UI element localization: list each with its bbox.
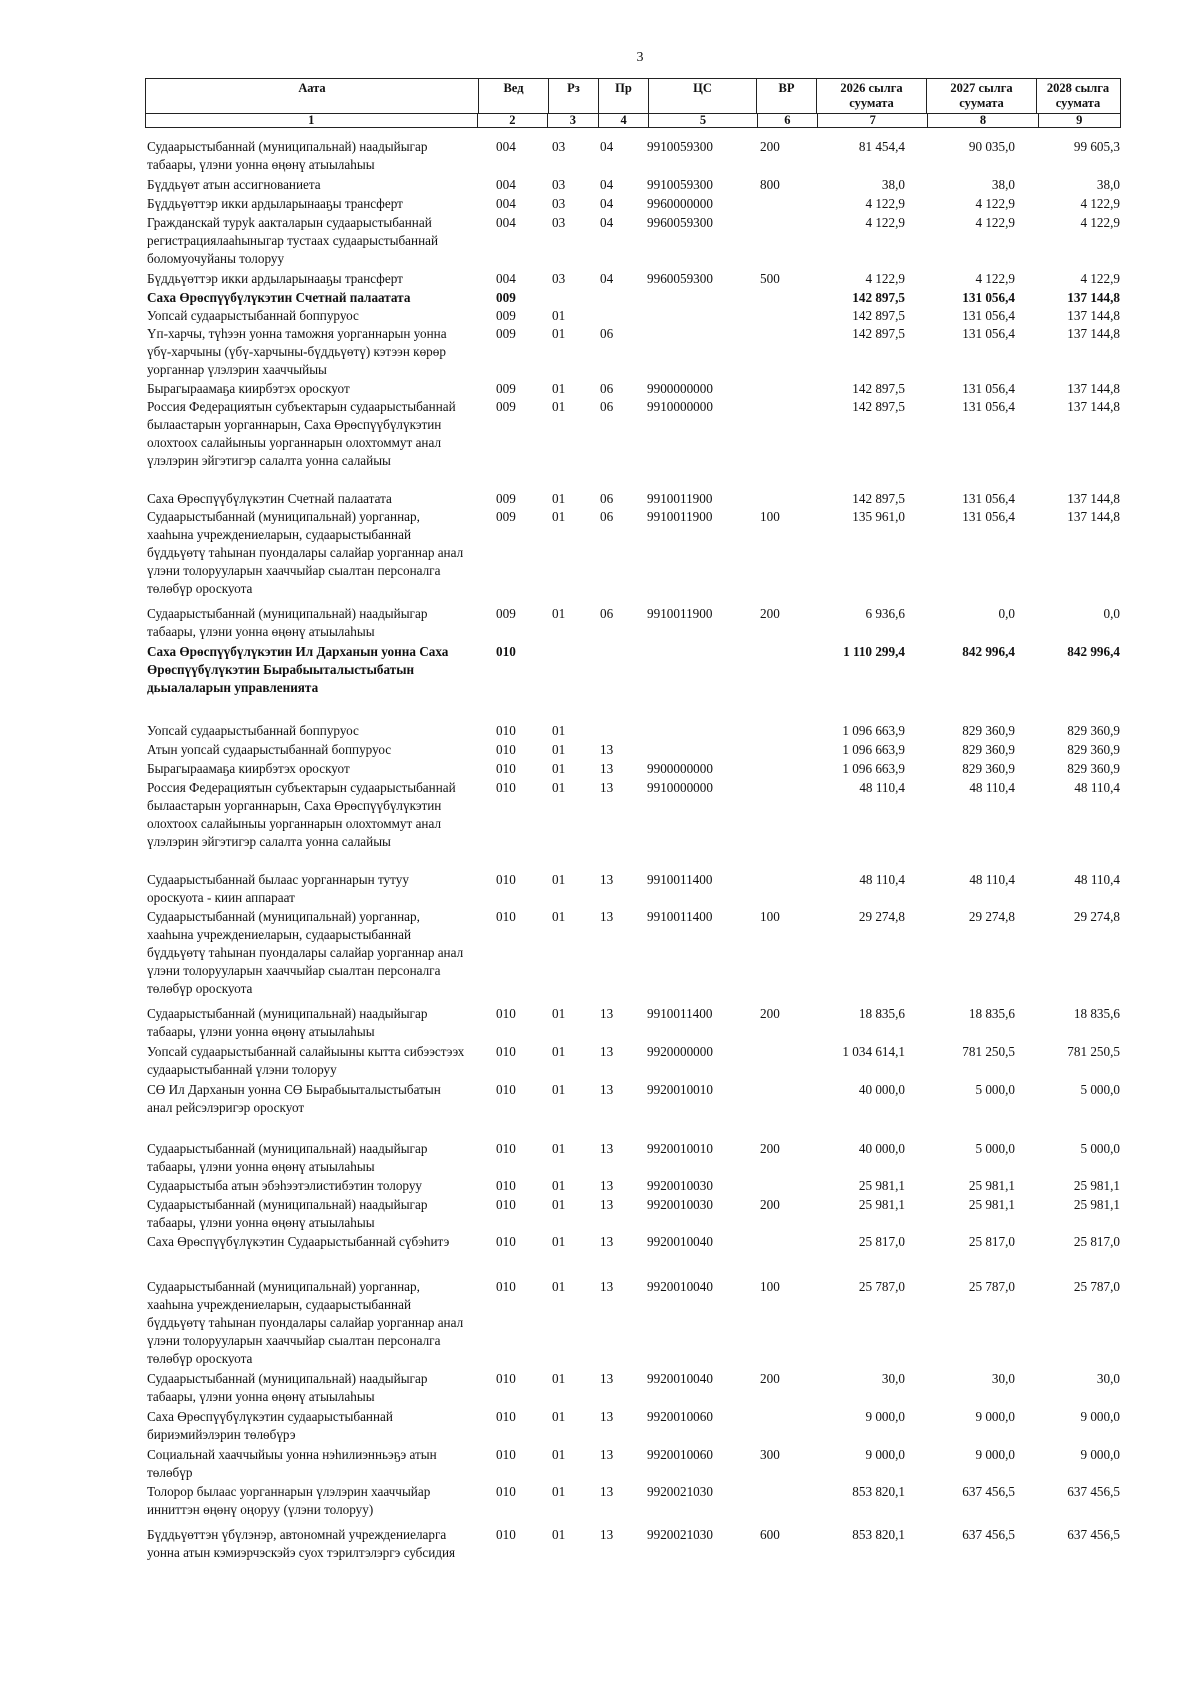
col-header-2026: 2026 сылга суумата xyxy=(817,79,927,113)
row-rz: 01 xyxy=(552,1234,566,1249)
row-pr: 06 xyxy=(600,509,614,524)
row-ved: 010 xyxy=(496,1234,516,1249)
row-value-2026: 135 961,0 xyxy=(852,509,905,524)
row-value-2028: 0,0 xyxy=(1103,606,1120,621)
row-pr: 13 xyxy=(600,1484,614,1499)
row-value-2028: 29 274,8 xyxy=(1073,909,1120,924)
row-value-2028: 38,0 xyxy=(1096,177,1120,192)
row-rz: 01 xyxy=(552,509,566,524)
row-pr: 13 xyxy=(600,1044,614,1059)
row-cs: 9910000000 xyxy=(647,399,713,414)
row-value-2028: 137 144,8 xyxy=(1067,399,1120,414)
row-value-2027: 48 110,4 xyxy=(969,872,1015,887)
row-ved: 009 xyxy=(496,399,516,414)
row-value-2026: 18 835,6 xyxy=(858,1006,905,1021)
row-value-2027: 131 056,4 xyxy=(962,308,1015,323)
row-value-2026: 142 897,5 xyxy=(852,381,905,396)
row-cs: 9910000000 xyxy=(647,780,713,795)
col-header-2027: 2027 сылга суумата xyxy=(927,79,1037,113)
row-name: Судаарыстыбаннай (муниципальнай) уорганнар, хааһына учреждениеларын, судаарыстыбаннай бүддьүөтү таһынан пуондалары салайар уорганнар анал үлэни толорууларын хааччыйар сыалтан персоналга төлөбүр ороскуота xyxy=(147,1279,464,1366)
row-value-2026: 1 110 299,4 xyxy=(843,644,905,659)
row-ved: 009 xyxy=(496,381,516,396)
row-value-2026: 6 936,6 xyxy=(865,606,905,621)
row-value-2027: 38,0 xyxy=(991,177,1015,192)
row-name: Бүддьүөттэр икки ардыларынааҕы трансферт xyxy=(147,196,403,211)
row-ved: 010 xyxy=(496,1044,516,1059)
row-pr: 04 xyxy=(600,139,614,154)
row-rz: 03 xyxy=(552,271,566,286)
row-value-2028: 5 000,0 xyxy=(1080,1141,1120,1156)
row-ved: 010 xyxy=(496,1006,516,1021)
row-rz: 01 xyxy=(552,742,566,757)
row-ved: 010 xyxy=(496,1082,516,1097)
row-vr: 200 xyxy=(760,1197,780,1212)
row-ved: 010 xyxy=(496,1527,516,1542)
row-rz: 01 xyxy=(552,761,566,776)
row-name: Судаарыстыбаннай (муниципальнай) наадыйыгар табаары, үлэни уонна өңөнү атыылаһыы xyxy=(147,1197,428,1230)
row-rz: 01 xyxy=(552,780,566,795)
row-value-2028: 842 996,4 xyxy=(1067,644,1120,659)
col-number: 2 xyxy=(478,114,549,127)
row-cs: 9920010060 xyxy=(647,1409,713,1424)
row-value-2027: 9 000,0 xyxy=(975,1447,1015,1462)
col-header-rz: Рз xyxy=(549,79,599,113)
row-vr: 100 xyxy=(760,1279,780,1294)
row-name: Судаарыстыбаннай (муниципальнай) наадыйыгар табаары, үлэни уонна өңөнү атыылаһыы xyxy=(147,1006,428,1039)
row-rz: 01 xyxy=(552,381,566,396)
row-value-2027: 5 000,0 xyxy=(975,1141,1015,1156)
row-cs: 9960059300 xyxy=(647,215,713,230)
row-ved: 009 xyxy=(496,290,516,305)
row-name: Судаарыстыбаннай (муниципальнай) наадыйыгар табаары, үлэни уонна өңөнү атыылаһыы xyxy=(147,1371,428,1404)
row-value-2028: 30,0 xyxy=(1096,1371,1120,1386)
row-ved: 004 xyxy=(496,196,516,211)
row-name: Судаарыстыба атын эбэһээтэлистибэтин толоруу xyxy=(147,1178,423,1193)
row-value-2027: 5 000,0 xyxy=(975,1082,1015,1097)
row-rz: 01 xyxy=(552,1141,566,1156)
row-value-2027: 829 360,9 xyxy=(962,742,1015,757)
row-value-2027: 4 122,9 xyxy=(975,215,1015,230)
row-vr: 200 xyxy=(760,1141,780,1156)
row-value-2028: 137 144,8 xyxy=(1067,381,1120,396)
row-rz: 03 xyxy=(552,215,566,230)
row-value-2026: 38,0 xyxy=(881,177,905,192)
row-name: Судаарыстыбаннай (муниципальнай) уорганнар, хааһына учреждениеларын, судаарыстыбаннай бүддьүөтү таһынан пуондалары салайар уорганнар анал үлэни толорууларын хааччыйар сыалтан персоналга төлөбүр ороскуота xyxy=(147,509,464,596)
row-value-2026: 142 897,5 xyxy=(852,326,905,341)
row-name: Бүддьүөт атын ассигнованиета xyxy=(147,177,321,192)
row-value-2027: 131 056,4 xyxy=(962,290,1015,305)
row-pr: 13 xyxy=(600,1447,614,1462)
row-rz: 01 xyxy=(552,909,566,924)
row-value-2027: 29 274,8 xyxy=(968,909,1015,924)
row-pr: 13 xyxy=(600,1234,614,1249)
row-name: Бырагыраамаҕа киирбэтэх ороскуот xyxy=(147,761,350,776)
row-name: Судаарыстыбаннай (муниципальнай) уорганнар, хааһына учреждениеларын, судаарыстыбаннай бүддьүөтү таһынан пуондалары салайар уорганнар анал үлэни толорууларын хааччыйар сыалтан персоналга төлөбүр ороскуота xyxy=(147,909,464,996)
row-value-2026: 4 122,9 xyxy=(865,215,905,230)
col-number: 6 xyxy=(758,114,819,127)
row-value-2027: 131 056,4 xyxy=(962,491,1015,506)
row-name: Судаарыстыбаннай былаас уорганнарын тутуу ороскуота - киин аппараат xyxy=(147,872,409,905)
row-vr: 500 xyxy=(760,271,780,286)
row-name: Толорор былаас уорганнарын үлэлэрин хааччыйар инниттэн өңөнү оңоруу (үлэни толоруу) xyxy=(147,1484,431,1517)
row-pr: 13 xyxy=(600,1409,614,1424)
row-pr: 06 xyxy=(600,399,614,414)
row-pr: 13 xyxy=(600,1279,614,1294)
row-value-2028: 25 817,0 xyxy=(1073,1234,1120,1249)
row-pr: 13 xyxy=(600,1082,614,1097)
row-value-2027: 18 835,6 xyxy=(968,1006,1015,1021)
row-ved: 010 xyxy=(496,644,516,659)
row-ved: 010 xyxy=(496,1484,516,1499)
row-vr: 200 xyxy=(760,139,780,154)
row-value-2028: 9 000,0 xyxy=(1080,1409,1120,1424)
row-cs: 9920010030 xyxy=(647,1178,713,1193)
row-name: СӨ Ил Дарханын уонна СӨ Бырабыыталыстыбатын анал рейсэлэригэр ороскуот xyxy=(147,1082,441,1115)
row-pr: 06 xyxy=(600,326,614,341)
row-value-2028: 137 144,8 xyxy=(1067,491,1120,506)
row-value-2027: 131 056,4 xyxy=(962,381,1015,396)
row-value-2026: 4 122,9 xyxy=(865,196,905,211)
row-ved: 009 xyxy=(496,308,516,323)
row-name: Россия Федерациятын субъектарын судаарыстыбаннай былаастарын уорганнарын, Саха Өрөспүүбүлүкэтин олохтоох салайыныы уорганнарын олохтоммут анал үлэлэрин эйгэтигэр салалта уонна салайыы xyxy=(147,399,456,468)
row-rz: 01 xyxy=(552,326,566,341)
row-pr: 13 xyxy=(600,1178,614,1193)
row-value-2026: 4 122,9 xyxy=(865,271,905,286)
row-value-2028: 25 787,0 xyxy=(1073,1279,1120,1294)
row-cs: 9910011900 xyxy=(647,491,713,506)
row-cs: 9910011900 xyxy=(647,509,713,524)
row-value-2028: 48 110,4 xyxy=(1074,780,1120,795)
col-header-vr: ВР xyxy=(757,79,817,113)
col-number: 4 xyxy=(599,114,650,127)
row-cs: 9910059300 xyxy=(647,139,713,154)
row-value-2028: 781 250,5 xyxy=(1067,1044,1120,1059)
row-value-2027: 637 456,5 xyxy=(962,1484,1015,1499)
row-value-2026: 142 897,5 xyxy=(852,399,905,414)
row-ved: 009 xyxy=(496,326,516,341)
row-value-2027: 25 787,0 xyxy=(968,1279,1015,1294)
row-value-2026: 30,0 xyxy=(881,1371,905,1386)
row-name: Бырагыраамаҕа киирбэтэх ороскуот xyxy=(147,381,350,396)
row-pr: 06 xyxy=(600,491,614,506)
row-value-2026: 142 897,5 xyxy=(852,308,905,323)
row-value-2028: 137 144,8 xyxy=(1067,308,1120,323)
row-cs: 9910011400 xyxy=(647,872,713,887)
row-value-2027: 781 250,5 xyxy=(962,1044,1015,1059)
col-header-2028: 2028 сылга суумата xyxy=(1046,81,1110,110)
row-pr: 04 xyxy=(600,196,614,211)
row-name: Атын уопсай судаарыстыбаннай боппуруос xyxy=(147,742,392,757)
row-value-2027: 25 817,0 xyxy=(968,1234,1015,1249)
row-cs: 9920000000 xyxy=(647,1044,713,1059)
row-value-2026: 48 110,4 xyxy=(859,872,905,887)
row-ved: 010 xyxy=(496,909,516,924)
row-cs: 9900000000 xyxy=(647,761,713,776)
row-cs: 9910011400 xyxy=(647,909,713,924)
row-pr: 13 xyxy=(600,780,614,795)
row-value-2028: 5 000,0 xyxy=(1080,1082,1120,1097)
row-name: Гражданскай туруk аакталарын судаарыстыбаннай регистрациялааһыныгар тустаах судаарыстыбаннай боломуочуйаны толоруу xyxy=(147,215,439,266)
row-cs: 9920010010 xyxy=(647,1141,713,1156)
row-ved: 009 xyxy=(496,491,516,506)
row-ved: 010 xyxy=(496,761,516,776)
row-name: Үп-харчы, түһээн уонна таможня уорганнарын уонна үбү-харчыны (үбү-харчыны-бүддьүөтү) кэтээн көрөр уорганнар үлэлэрин хааччыйыы xyxy=(147,326,447,377)
row-rz: 01 xyxy=(552,1279,566,1294)
row-value-2026: 40 000,0 xyxy=(858,1141,905,1156)
row-value-2027: 9 000,0 xyxy=(975,1409,1015,1424)
col-header-ved: Вед xyxy=(479,79,549,113)
row-value-2026: 142 897,5 xyxy=(852,491,905,506)
row-value-2028: 4 122,9 xyxy=(1080,196,1120,211)
row-value-2026: 1 096 663,9 xyxy=(842,723,905,738)
row-value-2027: 30,0 xyxy=(991,1371,1015,1386)
row-value-2028: 137 144,8 xyxy=(1067,509,1120,524)
row-vr: 100 xyxy=(760,509,780,524)
row-value-2028: 637 456,5 xyxy=(1067,1484,1120,1499)
row-value-2026: 40 000,0 xyxy=(858,1082,905,1097)
row-ved: 010 xyxy=(496,1197,516,1212)
row-value-2028: 137 144,8 xyxy=(1067,290,1120,305)
row-ved: 010 xyxy=(496,1141,516,1156)
row-rz: 01 xyxy=(552,1178,566,1193)
row-cs: 9900000000 xyxy=(647,381,713,396)
row-value-2027: 25 981,1 xyxy=(968,1178,1015,1193)
row-name: Бүддьүөттэр икки ардыларынааҕы трансферт xyxy=(147,271,403,286)
row-value-2028: 4 122,9 xyxy=(1080,271,1120,286)
row-cs: 9920010030 xyxy=(647,1197,713,1212)
row-name: Саха Өрөспүүбүлүкэтин судаарыстыбаннай бириэмийэлэрин төлөбүрэ xyxy=(147,1409,393,1442)
row-name: Саха Өрөспүүбүлүкэтин Счетнай палаатата xyxy=(147,290,411,305)
row-ved: 004 xyxy=(496,215,516,230)
row-value-2026: 25 787,0 xyxy=(858,1279,905,1294)
row-ved: 010 xyxy=(496,1409,516,1424)
row-cs: 9920021030 xyxy=(647,1527,713,1542)
row-pr: 06 xyxy=(600,381,614,396)
row-cs: 9920021030 xyxy=(647,1484,713,1499)
row-ved: 010 xyxy=(496,742,516,757)
row-pr: 13 xyxy=(600,1006,614,1021)
col-number: 3 xyxy=(548,114,599,127)
row-name: Саха Өрөспүүбүлүкэтин Судаарыстыбаннай сүбэһитэ xyxy=(147,1234,450,1249)
row-ved: 009 xyxy=(496,606,516,621)
row-cs: 9960000000 xyxy=(647,196,713,211)
row-pr: 04 xyxy=(600,271,614,286)
row-pr: 13 xyxy=(600,761,614,776)
row-ved: 004 xyxy=(496,177,516,192)
row-name: Судаарыстыбаннай (муниципальнай) наадыйыгар табаары, үлэни уонна өңөнү атыылаһыы xyxy=(147,1141,428,1174)
row-value-2028: 25 981,1 xyxy=(1073,1197,1120,1212)
col-number: 7 xyxy=(818,114,928,127)
row-ved: 010 xyxy=(496,1279,516,1294)
row-rz: 01 xyxy=(552,1082,566,1097)
row-name: Социальнай хааччыйыы уонна нэһилиэнньэҕэ атын төлөбүр xyxy=(147,1447,437,1480)
row-value-2027: 829 360,9 xyxy=(962,761,1015,776)
row-value-2028: 25 981,1 xyxy=(1073,1178,1120,1193)
row-cs: 9920010010 xyxy=(647,1082,713,1097)
row-value-2027: 48 110,4 xyxy=(969,780,1015,795)
row-value-2026: 25 817,0 xyxy=(858,1234,905,1249)
row-rz: 01 xyxy=(552,399,566,414)
row-value-2028: 48 110,4 xyxy=(1074,872,1120,887)
row-rz: 01 xyxy=(552,1409,566,1424)
row-value-2026: 853 820,1 xyxy=(852,1527,905,1542)
row-rz: 01 xyxy=(552,1447,566,1462)
row-name: Саха Өрөспүүбүлүкэтин Счетнай палаатата xyxy=(147,491,392,506)
col-number: 1 xyxy=(146,114,478,127)
row-vr: 800 xyxy=(760,177,780,192)
row-rz: 01 xyxy=(552,1527,566,1542)
row-pr: 13 xyxy=(600,1371,614,1386)
row-vr: 300 xyxy=(760,1447,780,1462)
row-pr: 04 xyxy=(600,177,614,192)
row-value-2027: 829 360,9 xyxy=(962,723,1015,738)
row-vr: 200 xyxy=(760,1371,780,1386)
row-rz: 01 xyxy=(552,1044,566,1059)
row-rz: 01 xyxy=(552,491,566,506)
row-value-2027: 131 056,4 xyxy=(962,399,1015,414)
row-value-2026: 81 454,4 xyxy=(858,139,905,154)
row-value-2026: 25 981,1 xyxy=(858,1197,905,1212)
row-cs: 9910059300 xyxy=(647,177,713,192)
row-value-2026: 1 096 663,9 xyxy=(842,761,905,776)
col-number: 8 xyxy=(928,114,1038,127)
row-cs: 9920010040 xyxy=(647,1234,713,1249)
row-name: Уопсай судаарыстыбаннай боппуруос xyxy=(147,308,359,323)
row-value-2027: 842 996,4 xyxy=(962,644,1015,659)
row-value-2028: 9 000,0 xyxy=(1080,1447,1120,1462)
row-name: Бүддьүөттэн үбүлэнэр, автономнай учреждениеларга уонна атын кэмиэрчэскэйэ суох тэрилтэлэргэ субсидия xyxy=(147,1527,456,1560)
row-value-2027: 90 035,0 xyxy=(968,139,1015,154)
row-name: Судаарыстыбаннай (муниципальнай) наадыйыгар табаары, үлэни уонна өңөнү атыылаһыы xyxy=(147,606,428,639)
row-value-2026: 9 000,0 xyxy=(865,1447,905,1462)
row-rz: 03 xyxy=(552,177,566,192)
row-rz: 03 xyxy=(552,139,566,154)
row-rz: 01 xyxy=(552,1484,566,1499)
row-cs: 9920010040 xyxy=(647,1279,713,1294)
row-vr: 200 xyxy=(760,606,780,621)
row-vr: 100 xyxy=(760,909,780,924)
row-value-2027: 4 122,9 xyxy=(975,196,1015,211)
col-header-pr: Пр xyxy=(599,79,649,113)
row-ved: 010 xyxy=(496,1447,516,1462)
col-header-name: Аата xyxy=(146,79,479,113)
row-value-2027: 131 056,4 xyxy=(962,326,1015,341)
row-name: Уопсай судаарыстыбаннай салайыыны кытта сибээстээх судаарыстыбаннай үлэни толоруу xyxy=(147,1044,465,1077)
page-number: 3 xyxy=(636,50,644,65)
row-value-2027: 25 981,1 xyxy=(968,1197,1015,1212)
row-rz: 01 xyxy=(552,1006,566,1021)
row-value-2028: 829 360,9 xyxy=(1067,742,1120,757)
row-rz: 01 xyxy=(552,308,566,323)
row-value-2028: 829 360,9 xyxy=(1067,723,1120,738)
row-rz: 01 xyxy=(552,1371,566,1386)
row-rz: 01 xyxy=(552,723,566,738)
row-value-2028: 4 122,9 xyxy=(1080,215,1120,230)
row-pr: 13 xyxy=(600,1197,614,1212)
row-value-2026: 48 110,4 xyxy=(859,780,905,795)
row-name: Россия Федерациятын субъектарын судаарыстыбаннай былаастарын уорганнарын, Саха Өрөспүүбүлүкэтин олохтоох салайыныы уорганнарын олохтоммут анал үлэлэрин эйгэтигэр салалта уонна салайыы xyxy=(147,780,456,849)
row-value-2027: 637 456,5 xyxy=(962,1527,1015,1542)
row-pr: 13 xyxy=(600,1141,614,1156)
row-rz: 01 xyxy=(552,1197,566,1212)
row-pr: 13 xyxy=(600,872,614,887)
row-cs: 9910011400 xyxy=(647,1006,713,1021)
row-rz: 01 xyxy=(552,606,566,621)
row-ved: 010 xyxy=(496,723,516,738)
row-cs: 9960059300 xyxy=(647,271,713,286)
col-number: 9 xyxy=(1076,113,1083,127)
row-rz: 03 xyxy=(552,196,566,211)
row-ved: 010 xyxy=(496,1178,516,1193)
row-value-2027: 0,0 xyxy=(998,606,1015,621)
row-value-2028: 637 456,5 xyxy=(1067,1527,1120,1542)
row-rz: 01 xyxy=(552,872,566,887)
col-header-cs: ЦС xyxy=(649,79,757,113)
row-value-2026: 25 981,1 xyxy=(858,1178,905,1193)
row-value-2026: 1 034 614,1 xyxy=(842,1044,905,1059)
row-value-2027: 4 122,9 xyxy=(975,271,1015,286)
row-ved: 010 xyxy=(496,780,516,795)
row-value-2028: 99 605,3 xyxy=(1073,139,1120,154)
row-cs: 9920010040 xyxy=(647,1371,713,1386)
row-cs: 9910011900 xyxy=(647,606,713,621)
row-pr: 13 xyxy=(600,742,614,757)
row-value-2026: 1 096 663,9 xyxy=(842,742,905,757)
row-name: Саха Өрөспүүбүлүкэтин Ил Дарханын уонна Саха Өрөспүүбүлүкэтин Бырабыыталыстыбатын дьыалаларын управленията xyxy=(147,644,449,695)
row-pr: 04 xyxy=(600,215,614,230)
row-value-2028: 18 835,6 xyxy=(1073,1006,1120,1021)
row-name: Уопсай судаарыстыбаннай боппуруос xyxy=(147,723,359,738)
row-pr: 13 xyxy=(600,1527,614,1542)
row-ved: 009 xyxy=(496,509,516,524)
row-value-2028: 829 360,9 xyxy=(1067,761,1120,776)
row-cs: 9920010060 xyxy=(647,1447,713,1462)
row-vr: 200 xyxy=(760,1006,780,1021)
row-ved: 004 xyxy=(496,271,516,286)
row-value-2027: 131 056,4 xyxy=(962,509,1015,524)
row-pr: 06 xyxy=(600,606,614,621)
row-name: Судаарыстыбаннай (муниципальнай) наадыйыгар табаары, үлэни уонна өңөнү атыылаһыы xyxy=(147,139,428,172)
row-vr: 600 xyxy=(760,1527,780,1542)
row-value-2028: 137 144,8 xyxy=(1067,326,1120,341)
row-value-2026: 9 000,0 xyxy=(865,1409,905,1424)
row-value-2026: 853 820,1 xyxy=(852,1484,905,1499)
row-value-2026: 142 897,5 xyxy=(852,290,905,305)
row-ved: 010 xyxy=(496,872,516,887)
row-pr: 13 xyxy=(600,909,614,924)
row-ved: 004 xyxy=(496,139,516,154)
row-ved: 010 xyxy=(496,1371,516,1386)
row-value-2026: 29 274,8 xyxy=(858,909,905,924)
col-number: 5 xyxy=(649,114,757,127)
